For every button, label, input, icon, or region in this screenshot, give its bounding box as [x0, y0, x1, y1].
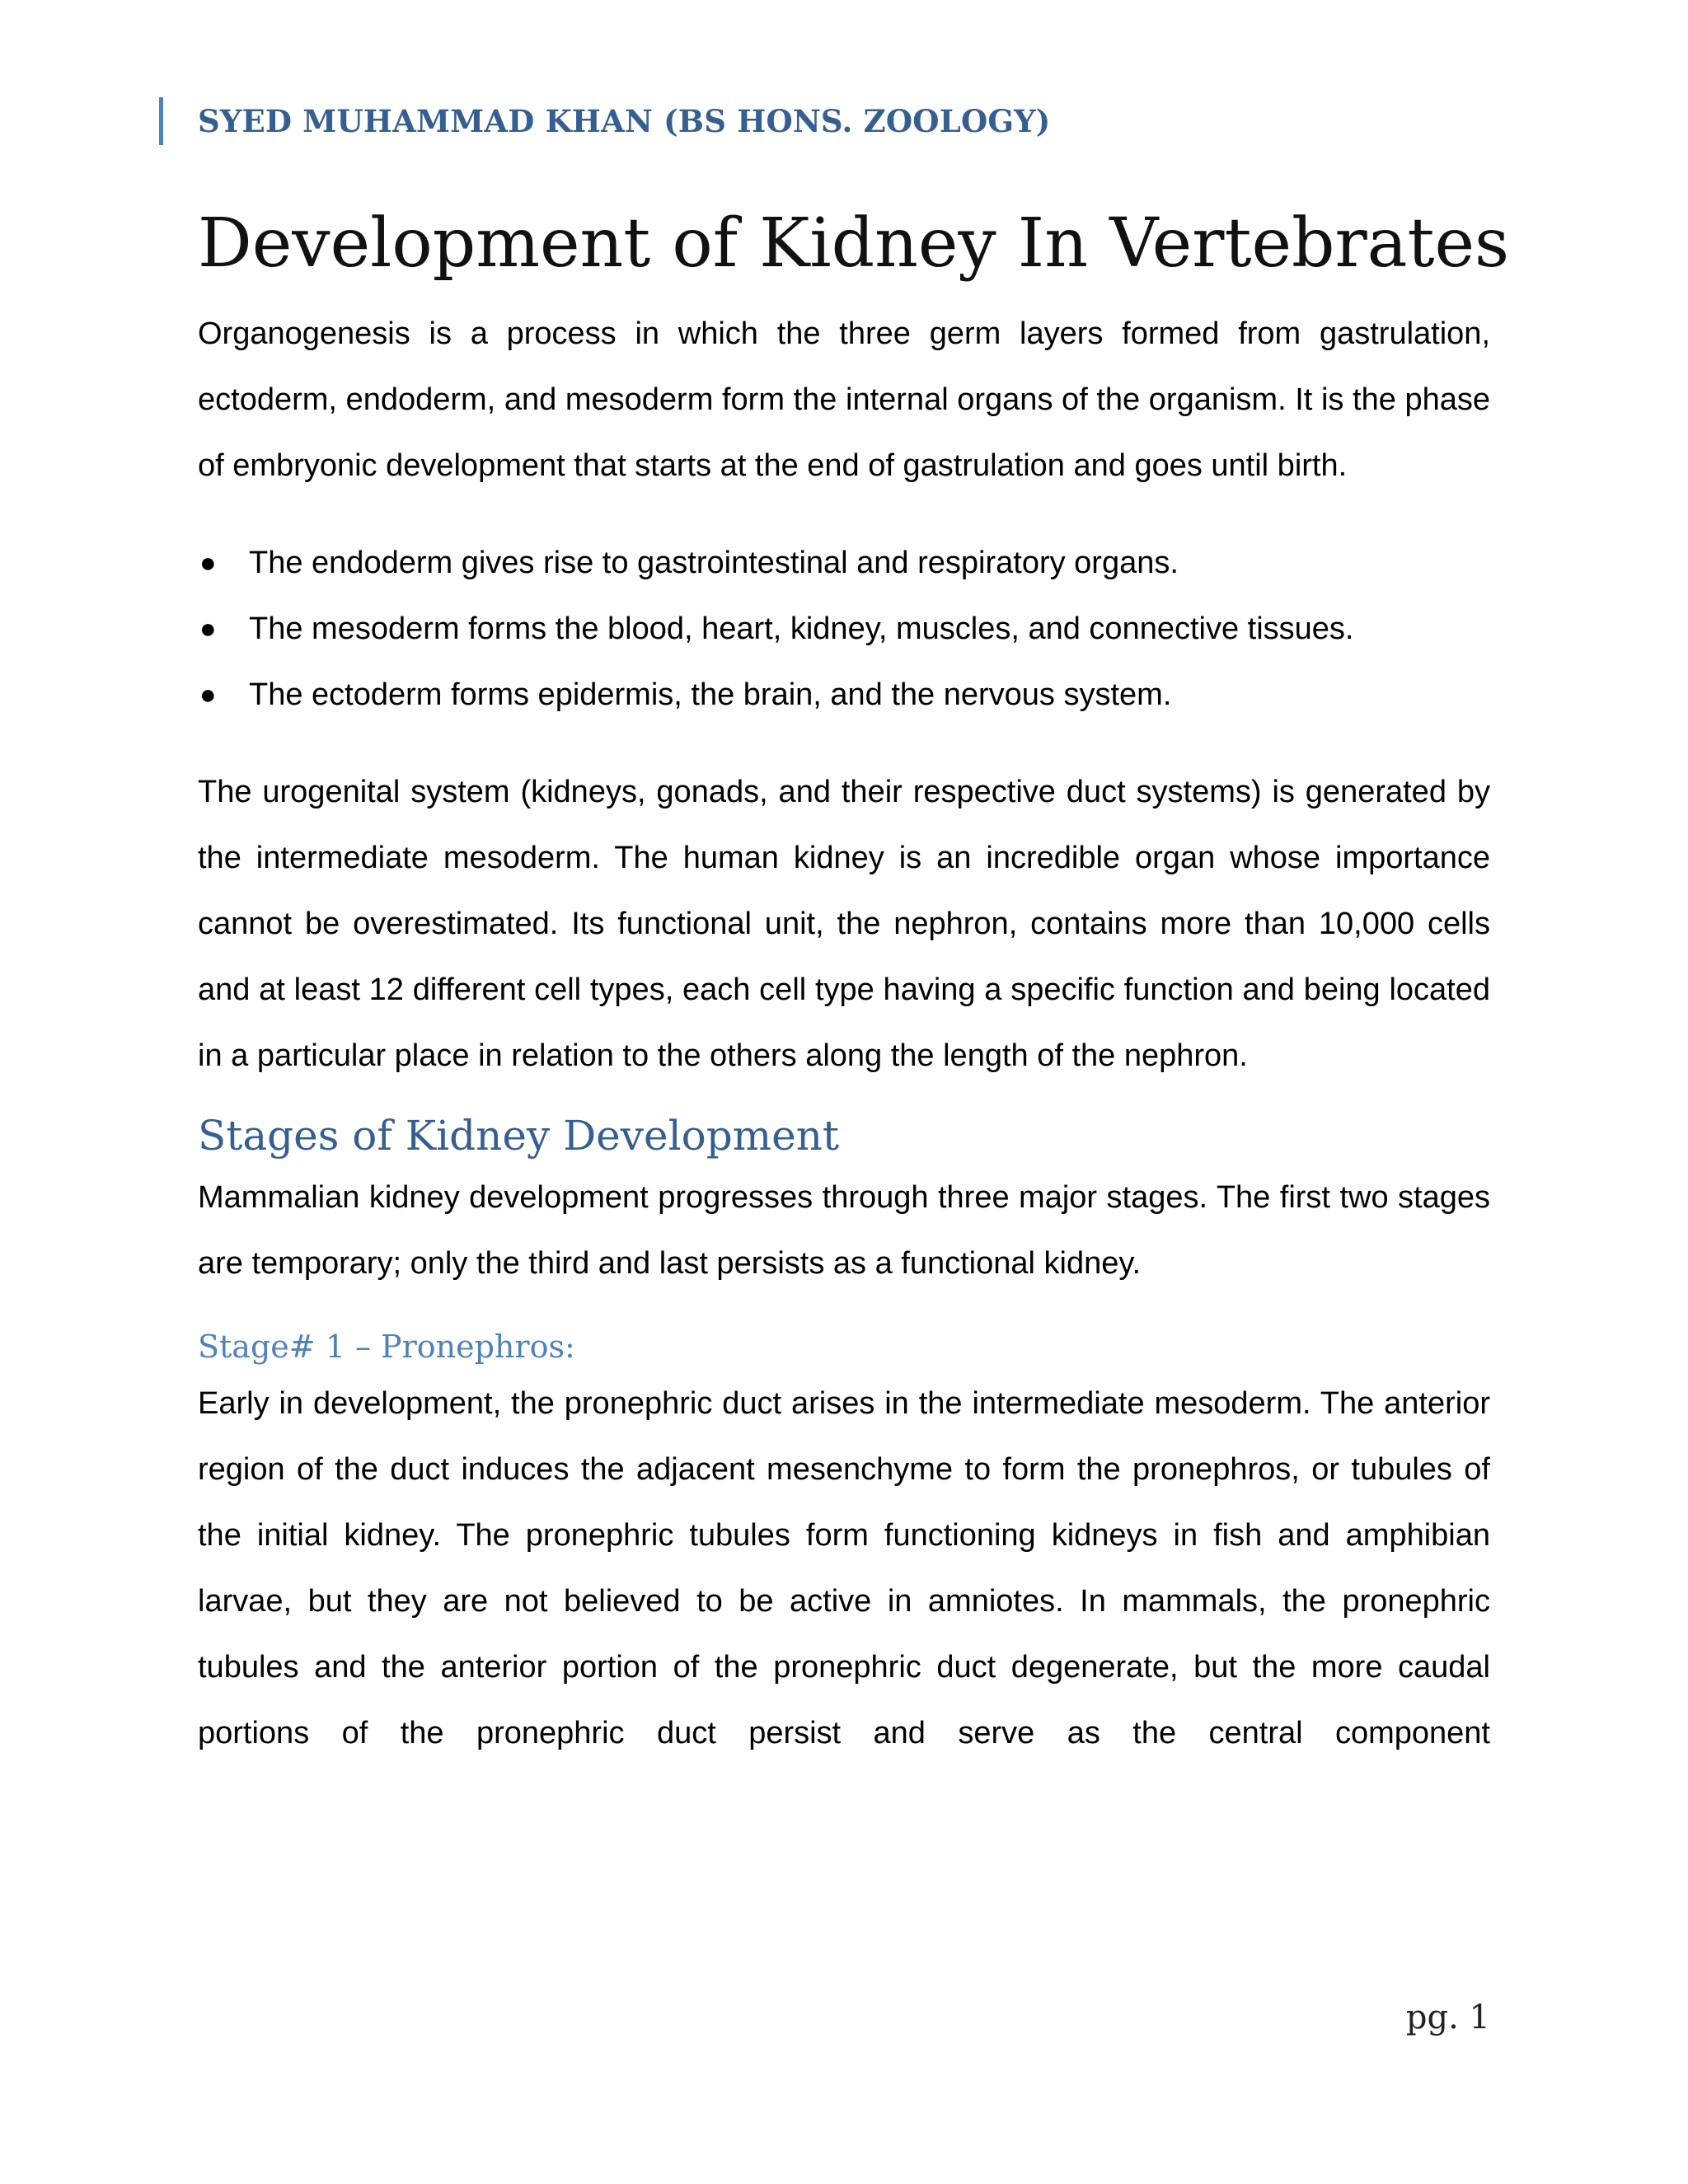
bullet-icon: ●: [199, 613, 217, 644]
stage1-heading: Stage# 1 – Pronephros:: [198, 1329, 575, 1365]
bullet-icon: ●: [199, 547, 217, 579]
document-title: Development of Kidney In Vertebrates: [198, 204, 1510, 283]
stage1-paragraph: Early in development, the pronephric duct arises in the intermediate mesoderm. The anterior region of the duct induces the adjacent mesenchyme to form the pronephros, or tubules of the initial kidney. The pronephric tubules form functioning kidneys in fish and amphibian larvae, but they are not believed to be active in amniotes. In mammals, the pronephric tubules and the anterior portion of the pronephric duct degenerate, but the more caudal portions of the pronephric duct persist and serve as the central component: [198, 1386, 1490, 1750]
list-item: [198, 530, 1490, 596]
list-item: [198, 662, 1490, 728]
list-item-text: The ectoderm forms epidermis, the brain, and the nervous system.: [249, 677, 1172, 712]
stages-heading: Stages of Kidney Development: [198, 1112, 840, 1160]
list-item-text: The endoderm gives rise to gastrointestinal and respiratory organs.: [249, 546, 1179, 580]
bullet-icon: ●: [199, 679, 217, 710]
germ-layer-list: [198, 530, 1490, 728]
page-number: pg. 1: [1405, 1999, 1490, 2036]
stages-paragraph: Mammalian kidney development progresses through three major stages. The first two stages are temporary; only the third and last persists as a functional kidney.: [198, 1180, 1490, 1281]
header-accent-bar: [159, 97, 163, 145]
document-body: [198, 301, 1490, 1766]
list-item: [198, 596, 1490, 662]
list-item-text: The mesoderm forms the blood, heart, kidney, muscles, and connective tissues.: [249, 612, 1354, 646]
header-author: SYED MUHAMMAD KHAN (BS HONS. ZOOLOGY): [198, 103, 1051, 139]
intro-paragraph: Organogenesis is a process in which the three germ layers formed from gastrulation, ectoderm, endoderm, and mesoderm form the internal organs of the organism. It is the phase of embryonic development that starts at the end of gastrulation and goes until birth.: [198, 316, 1490, 483]
urogenital-paragraph: The urogenital system (kidneys, gonads, and their respective duct systems) is generated by the intermediate mesoderm. The human kidney is an incredible organ whose importance cannot be overestimated. Its functional unit, the nephron, contains more than 10,000 cells and at least 12 different cell types, each cell type having a specific function and being located in a particular place in relation to the others along the length of the nephron.: [198, 775, 1490, 1073]
